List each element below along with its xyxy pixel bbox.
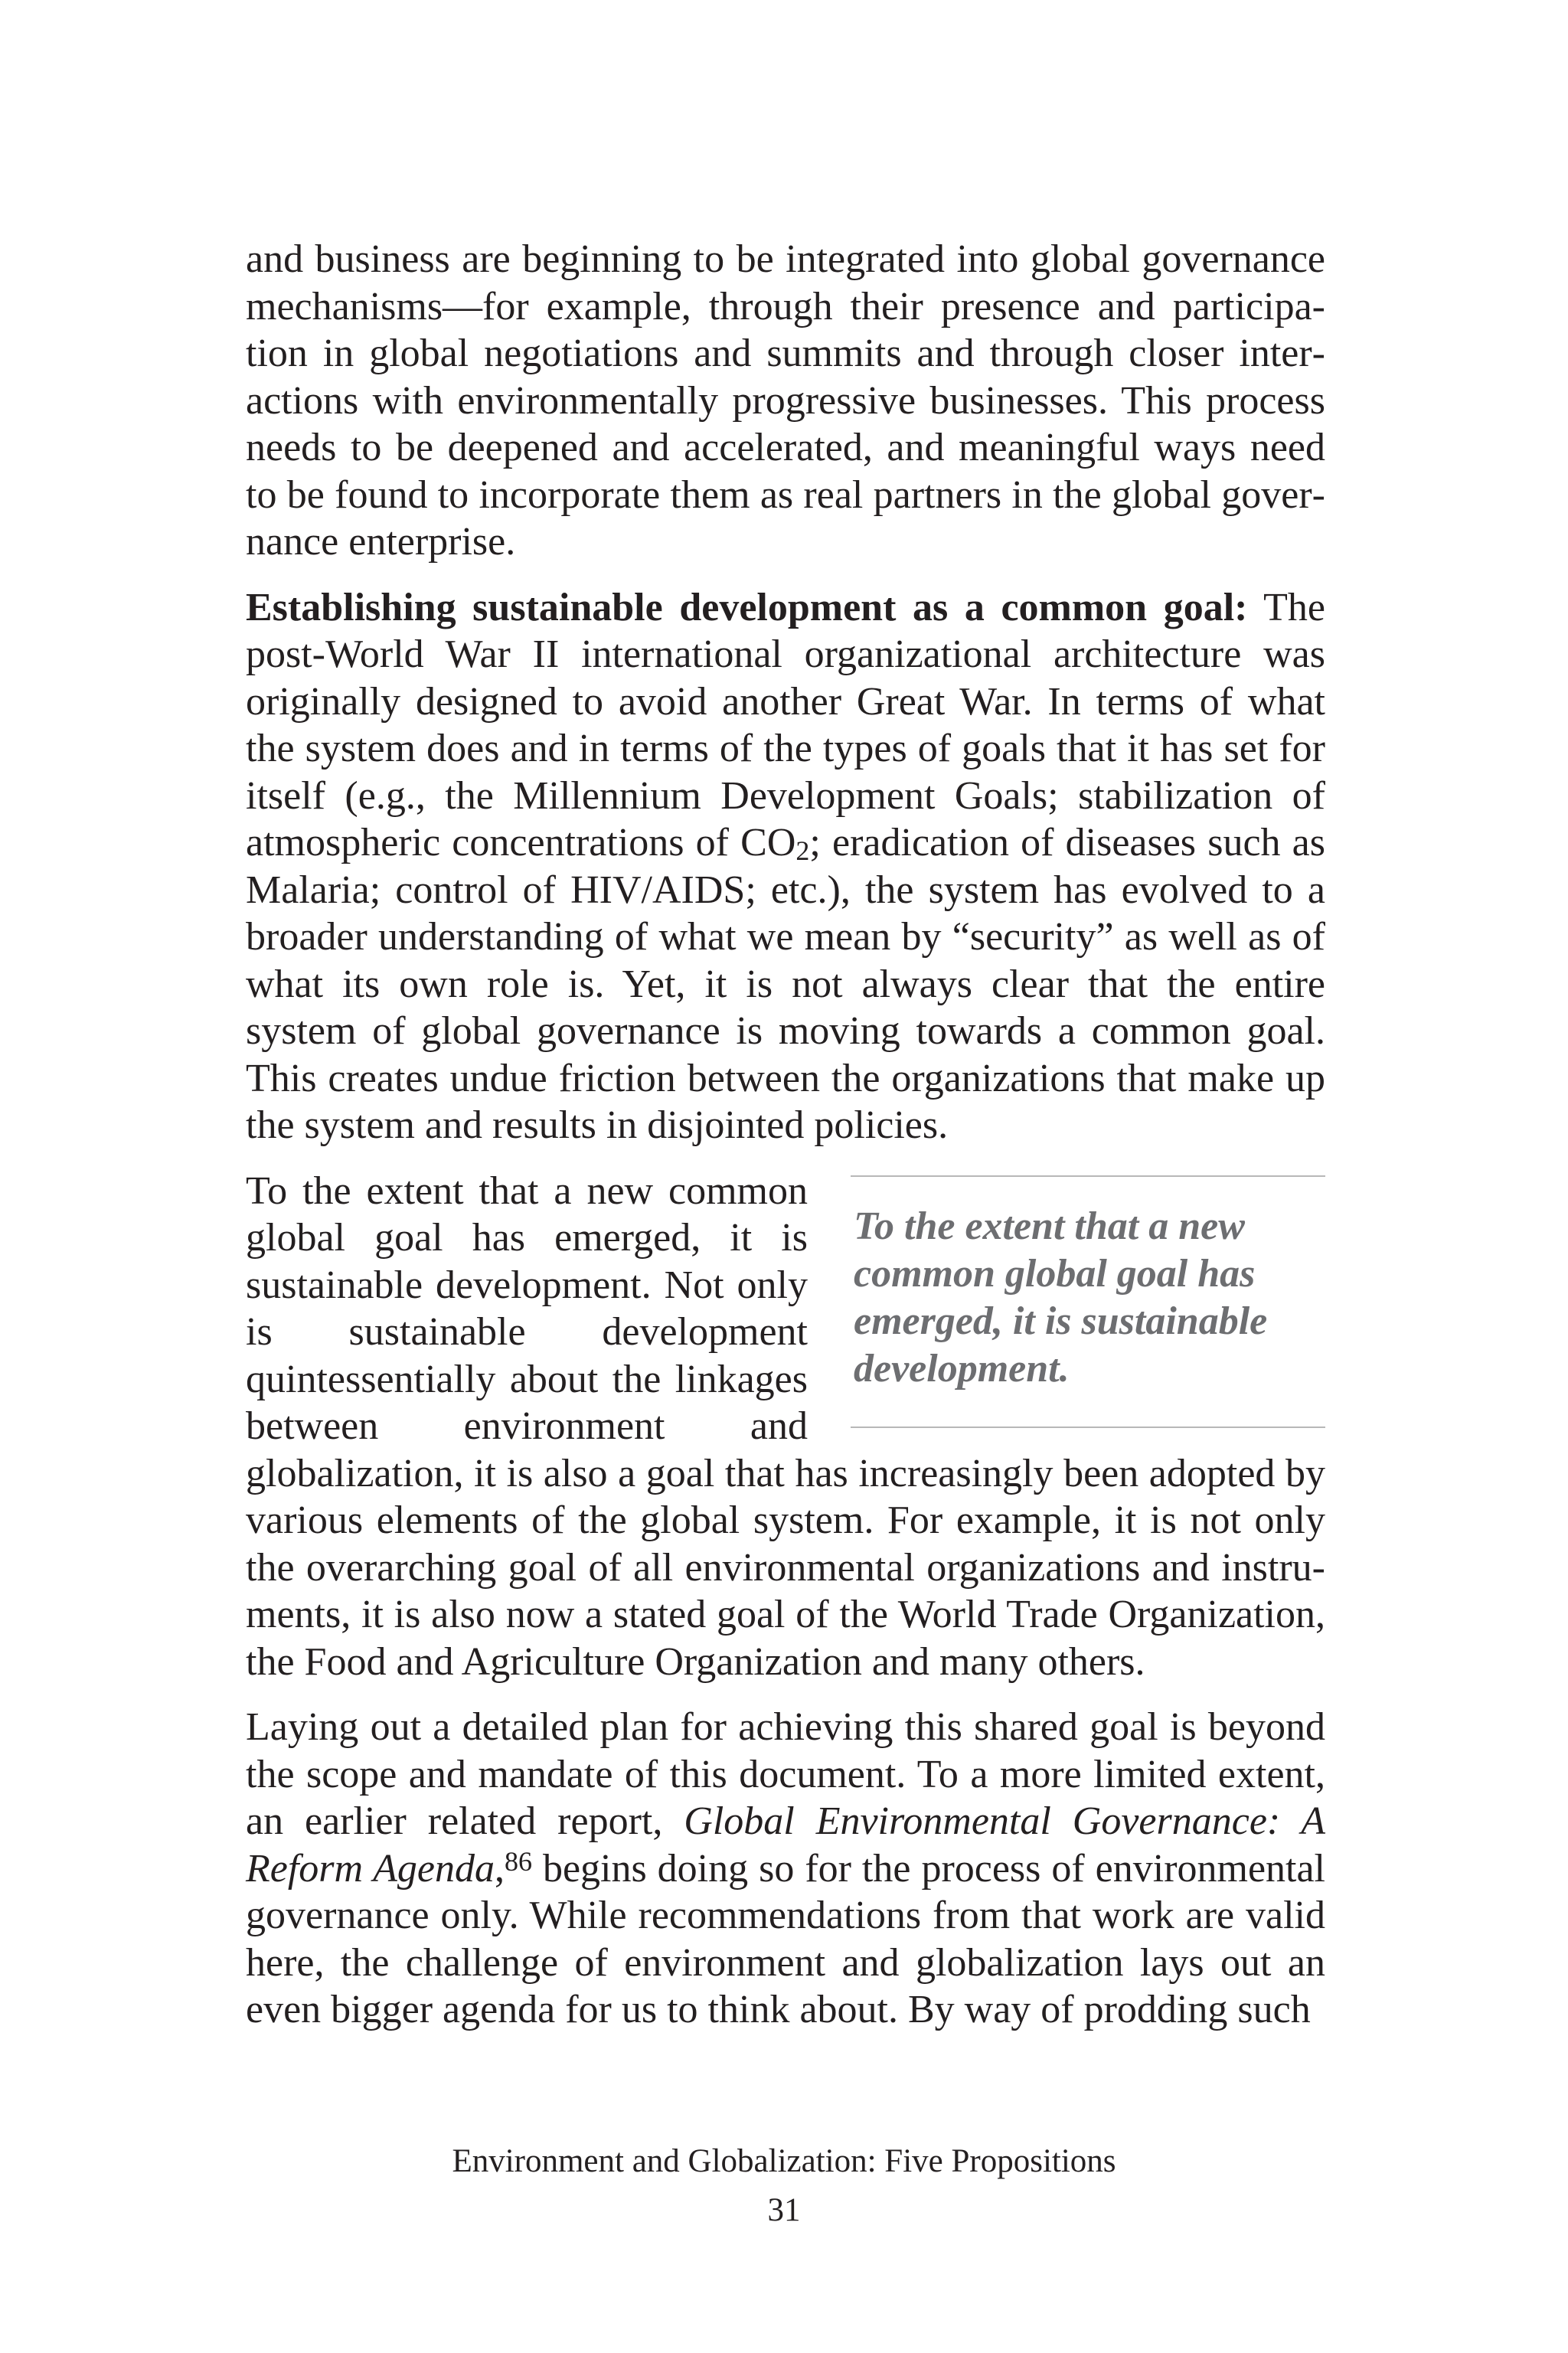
citation-comma: , — [494, 1846, 505, 1891]
pull-quote — [851, 1175, 1325, 1428]
paragraph-stakeholders — [246, 236, 1325, 566]
paragraph-text-continued: ; eradication of diseases such as Malaria; control of HIV/AIDS; etc.), the system has evolved to a broader understanding of what we mean by “security” as well as of what its own role is. Yet, it is not always clear that the entire system of global governance is moving towards a common goal. This creates undue friction between the organizations that make up the system and results in disjointed policies. — [246, 821, 1325, 1147]
paragraph-text: and business are beginning to be integrated into global governance mechanisms—for example, through their presence and participation in global negotiations and summits and through closer interactions with environmentally progressive businesses. This process needs to be deepened and accelerated, and meaningful ways need to be found to incorporate them as real partners in the global governance enterprise. — [246, 237, 1325, 564]
paragraph-text: To the extent that a new common global goal has emerged, it is sustainable development. Not only is sustainable development quintessentially about the linkages between environment and globalization, it is also a goal that has increasingly been adopted by various elements of the global system. For example, it is not only the overarching goal of all environmental organizations and instruments, it is also now a stated goal of the World Trade Organization, the Food and Agriculture Organization and many others. — [246, 1168, 1325, 1684]
co2-subscript: 2 — [795, 835, 810, 866]
page-number: 31 — [767, 2192, 801, 2228]
paragraph-text-continued: begins doing so for the process of environmental governance only. While recommendations from that work are valid here, the challenge of environment and globalization lays out an even bigger agenda for us to think about. By way of prodding such — [246, 1846, 1326, 2031]
report-citation: Global Environmental Governance: A Reform Agenda — [246, 1799, 1325, 1891]
section-run-in-heading: Establishing sustainable development as a common goal: — [246, 585, 1248, 629]
paragraph-common-goal — [246, 584, 1325, 1149]
paragraph-detailed-plan — [246, 1704, 1325, 2034]
pull-quote-text: To the extent that a new common global goal has emerged, it is sustainable development. — [854, 1204, 1268, 1391]
paragraph-text: Laying out a detailed plan for achieving this shared goal is beyond the scope and mandate of this document. To a more limited extent, an earlier related report, — [246, 1705, 1325, 1843]
page-body — [246, 236, 1325, 2052]
footnote-reference: 86 — [504, 1845, 532, 1877]
running-footer-title: Environment and Globalization: Five Propositions — [452, 2143, 1116, 2179]
paragraph-text: The post-World War II international organizational architecture was originally designed to avoid another Great War. In terms of what the system does and in terms of the types of goals that it has set for itself (e.g., the Millennium Development Goals; stabilization of atmospheric concentrations of CO — [246, 585, 1326, 864]
